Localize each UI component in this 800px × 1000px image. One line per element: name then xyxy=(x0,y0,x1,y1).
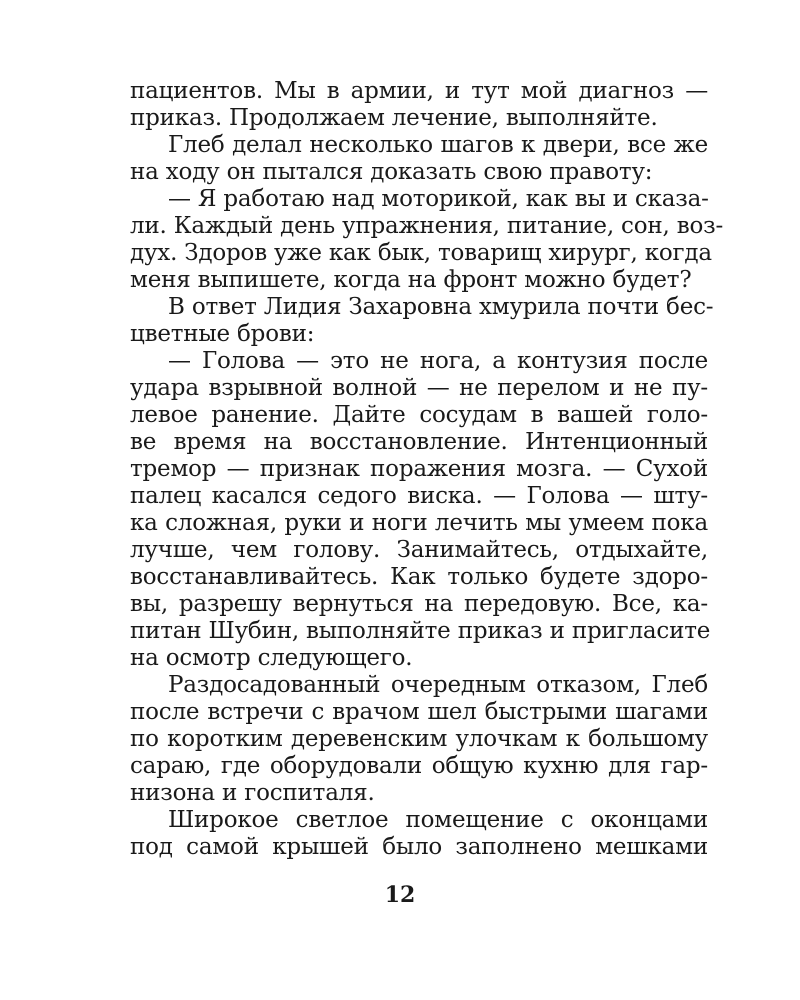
text-line: после встречи с врачом шел быстрыми шагами xyxy=(130,699,708,725)
text-line: по коротким деревенским улочкам к большому xyxy=(130,726,708,752)
text-line: ве время на восстановление. Интенционный xyxy=(130,429,708,455)
text-line: восстанавливайтесь. Как только будете здоро- xyxy=(130,564,708,590)
text-line: левое ранение. Дайте сосудам в вашей голо- xyxy=(130,402,708,428)
text-line: тремор — признак поражения мозга. — Сухой xyxy=(130,456,708,482)
text-line: — Я работаю над моторикой, как вы и сказа- xyxy=(168,186,709,212)
text-line: питан Шубин, выполняйте приказ и пригласите xyxy=(130,618,711,644)
text-line: лучше, чем голову. Занимайтесь, отдыхайте, xyxy=(130,537,708,563)
text-line: ли. Каждый день упражнения, питание, сон, воз- xyxy=(130,213,724,239)
text-line: — Голова — это не нога, а контузия после xyxy=(168,348,708,374)
text-line: на осмотр следующего. xyxy=(130,645,413,671)
text-line: дух. Здоров уже как бык, товарищ хирург, когда xyxy=(130,240,712,266)
text-line: В ответ Лидия Захаровна хмурила почти бес- xyxy=(168,294,714,320)
text-line: вы, разрешу вернуться на передовую. Все, ка- xyxy=(130,591,708,617)
text-line: удара взрывной волной — не перелом и не пу- xyxy=(130,375,708,401)
text-line: под самой крышей было заполнено мешками xyxy=(130,834,708,860)
text-line: низона и госпиталя. xyxy=(130,780,375,806)
text-line: на ходу он пытался доказать свою правоту: xyxy=(130,159,653,185)
text-line: сараю, где оборудовали общую кухню для гар- xyxy=(130,753,708,779)
text-line: палец касался седого виска. — Голова — шту- xyxy=(130,483,708,509)
text-line: Широкое светлое помещение с оконцами xyxy=(168,807,708,833)
page-number: 12 xyxy=(384,882,416,908)
text-line: Глеб делал несколько шагов к двери, все же xyxy=(168,132,708,158)
text-line: пациентов. Мы в армии, и тут мой диагноз — xyxy=(130,78,708,104)
text-line: приказ. Продолжаем лечение, выполняйте. xyxy=(130,105,658,131)
text-line: цветные брови: xyxy=(130,321,315,347)
text-line: ка сложная, руки и ноги лечить мы умеем пока xyxy=(130,510,708,536)
page-text-block xyxy=(130,78,724,861)
text-line: меня выпишете, когда на фронт можно будет? xyxy=(130,267,692,293)
text-line: Раздосадованный очередным отказом, Глеб xyxy=(168,672,708,698)
